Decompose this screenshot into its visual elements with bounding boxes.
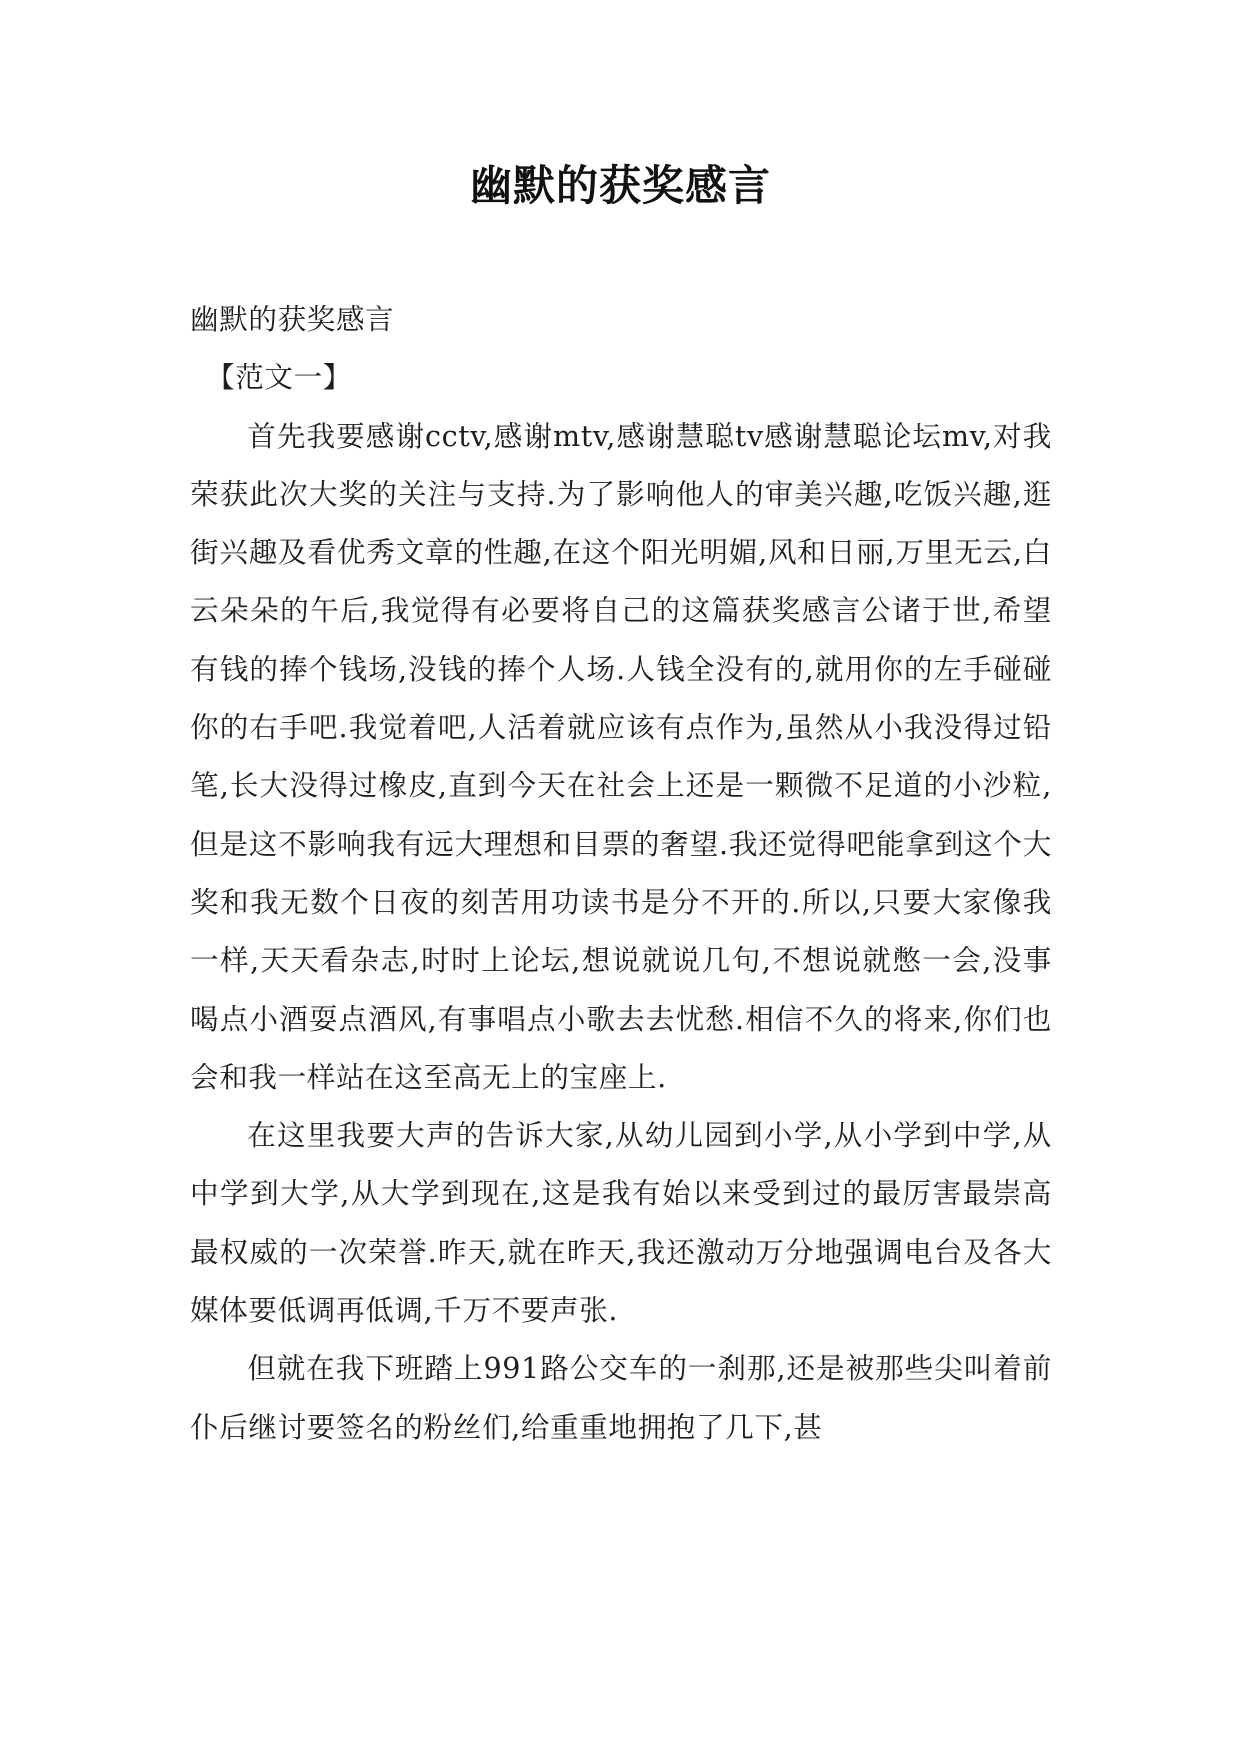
paragraph: 但就在我下班踏上991路公交车的一刹那,还是被那些尖叫着前仆后继讨要签名的粉丝们,给重重地拥抱了几下,甚 [190, 1351, 1052, 1444]
section-label: 【范文一】 [206, 360, 352, 395]
document-subtitle: 幽默的获奖感言 [190, 302, 395, 336]
document-body [190, 290, 1052, 1456]
document-title: 幽默的获奖感言 [469, 161, 771, 210]
paragraph: 在这里我要大声的告诉大家,从幼儿园到小学,从小学到中学,从中学到大学,从大学到现在,这是我有始以来受到过的最厉害最崇高最权威的一次荣誉.昨天,就在昨天,我还激动万分地强调电台及各大媒体要低调再低调,千万不要声张. [190, 1118, 1052, 1328]
paragraph: 首先我要感谢cctv,感谢mtv,感谢慧聪tv感谢慧聪论坛mv,对我荣获此次大奖的关注与支持.为了影响他人的审美兴趣,吃饭兴趣,逛街兴趣及看优秀文章的性趣,在这个阳光明媚,风和日丽,万里无云,白云朵朵的午后,我觉得有必要将自己的这篇获奖感言公诸于世,希望有钱的捧个钱场,没钱的捧个人场.人钱全没有的,就用你的左手碰碰你的右手吧.我觉着吧,人活着就应该有点作为,虽然从小我没得过铅笔,长大没得过橡皮,直到今天在社会上还是一颗微不足道的小沙粒,但是这不影响我有远大理想和目票的奢望.我还觉得吧能拿到这个大奖和我无数个日夜的刻苦用功读书是分不开的.所以,只要大家像我一样,天天看杂志,时时上论坛,想说就说几句,不想说就憋一会,没事喝点小酒耍点酒风,有事唱点小歌去去忧愁.相信不久的将来,你们也会和我一样站在这至高无上的宝座上. [190, 418, 1052, 1094]
